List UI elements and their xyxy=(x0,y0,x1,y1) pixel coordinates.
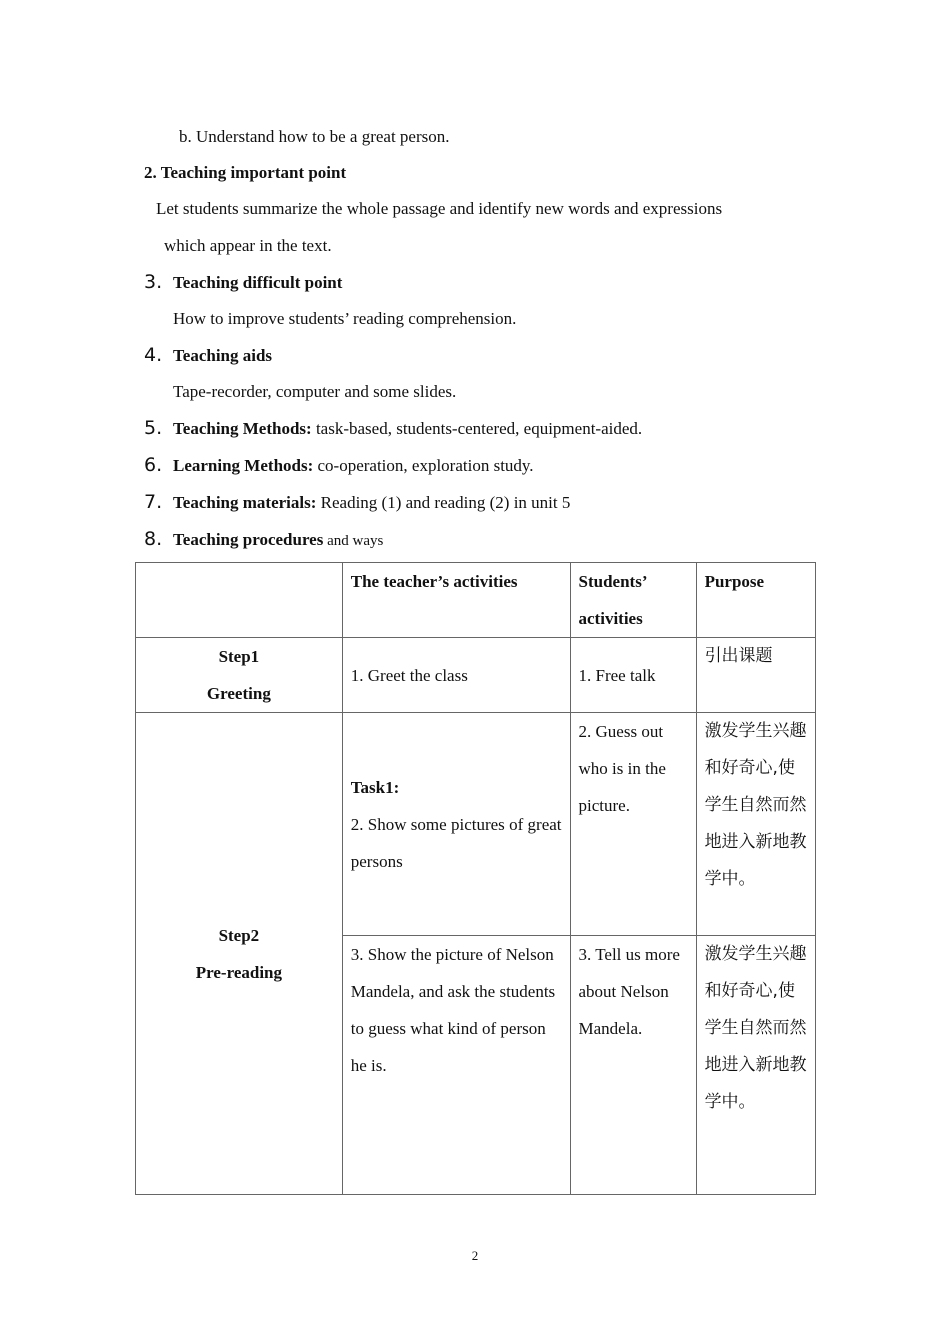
section-title: Teaching aids xyxy=(173,346,273,365)
task1-title: Task1: xyxy=(350,777,400,797)
step1-students-activity: 1. Free talk xyxy=(570,638,696,713)
section-number: 5. xyxy=(144,417,163,439)
table-row-step1 xyxy=(136,638,816,713)
header-students-activities: Students’ activities xyxy=(570,563,696,638)
section-difficult-point-detail: How to improve students’ reading comprehension. xyxy=(173,309,517,328)
step2-cell xyxy=(136,713,343,1195)
step2-purpose-1: 激发学生兴趣和好奇心,使学生自然而然地进入新地教学中。 xyxy=(696,713,815,936)
section-number: 7. xyxy=(144,491,163,513)
step1-cell xyxy=(136,638,343,713)
section-title: Teaching materials: xyxy=(173,493,317,512)
step1-teacher-activity: 1. Greet the class xyxy=(342,638,570,713)
section-learning-methods xyxy=(144,454,534,477)
table-row-step2-task1 xyxy=(136,713,816,936)
section-teaching-procedures xyxy=(144,528,383,552)
section-teaching-methods xyxy=(144,417,642,440)
objective-b: b. Understand how to be a great person. xyxy=(179,127,450,146)
section-title: Teaching difficult point xyxy=(173,273,343,292)
step2-purpose-2: 激发学生兴趣和好奇心,使学生自然而然地进入新地教学中。 xyxy=(696,936,815,1195)
step2-students-activity-2: 3. Tell us more about Nelson Mandela. xyxy=(570,936,696,1195)
section-number: 4. xyxy=(144,344,163,366)
header-teacher-activities: The teacher’s activities xyxy=(342,563,570,638)
step1-purpose: 引出课题 xyxy=(696,638,815,713)
section-number: 8. xyxy=(144,528,163,550)
important-point-heading xyxy=(144,162,346,184)
step2-teacher-activity-1 xyxy=(342,713,570,936)
section-title: Teaching procedures xyxy=(173,530,324,549)
section-title: Teaching Methods: xyxy=(173,419,312,438)
header-purpose: Purpose xyxy=(696,563,815,638)
page-number: 2 xyxy=(471,1248,479,1263)
header-step-cell xyxy=(136,563,343,638)
step2-label: Pre-reading xyxy=(195,962,282,982)
section-title: Learning Methods: xyxy=(173,456,314,475)
section-teaching-aids xyxy=(144,344,272,367)
table-header-row xyxy=(136,563,816,638)
important-point-text-1: Let students summarize the whole passage and identify new words and expressions xyxy=(156,199,723,218)
important-point-text-2: which appear in the text. xyxy=(164,236,332,255)
step2-students-activity-1: 2. Guess out who is in the picture. xyxy=(570,713,696,936)
step2-teacher-text-1: 2. Show some pictures of great persons xyxy=(350,814,562,871)
section-text: task-based, students-centered, equipment-aided. xyxy=(311,419,643,438)
procedures-table xyxy=(135,562,816,1195)
section-text: co-operation, exploration study. xyxy=(313,456,534,475)
section-text: Reading (1) and reading (2) in unit 5 xyxy=(316,493,571,512)
section-teaching-materials xyxy=(144,491,570,514)
section-number: 6. xyxy=(144,454,163,476)
step1-name: Step1 xyxy=(218,647,260,666)
section-text: and ways xyxy=(323,533,384,549)
step2-name: Step2 xyxy=(218,925,260,945)
section-number: 3. xyxy=(144,271,163,293)
section-teaching-aids-detail: Tape-recorder, computer and some slides. xyxy=(173,382,457,401)
step2-teacher-activity-2: 3. Show the picture of Nelson Mandela, and ask the students to guess what kind of person he is. xyxy=(342,936,570,1195)
section-difficult-point xyxy=(144,271,342,294)
important-point-heading-text: 2. Teaching important point xyxy=(144,163,347,182)
step1-label: Greeting xyxy=(206,684,271,703)
